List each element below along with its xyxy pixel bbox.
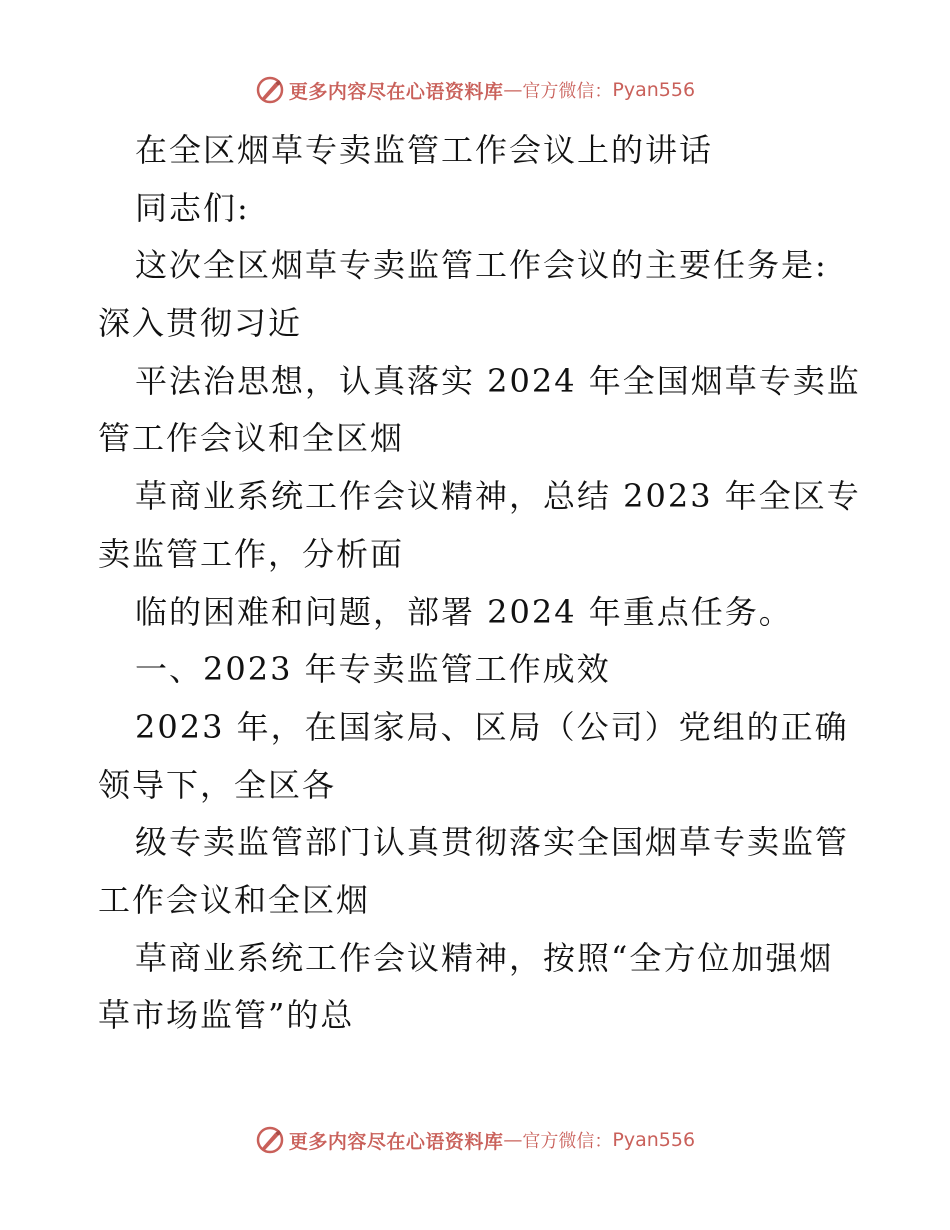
pen-logo-icon xyxy=(255,1125,285,1155)
paragraph-line: 临的困难和问题，部署 2024 年重点任务。 xyxy=(135,592,793,631)
paragraph-line: 草商业系统工作会议精神，总结 2023 年全区专 xyxy=(135,477,861,516)
watermark-dash: — xyxy=(503,1129,523,1151)
paragraph-line: 2023 年，在国家局、区局（公司）党组的正确 xyxy=(135,707,849,746)
paragraph-line: 草商业系统工作会议精神，按照“全方位加强烟 xyxy=(135,938,834,977)
paragraph-line: 平法治思想，认真落实 2024 年全国烟草专卖监 xyxy=(135,361,861,400)
paragraph-line: 领导下，全区各 xyxy=(98,765,337,804)
salutation: 同志们: xyxy=(135,188,250,227)
paragraph-line: 深入贯彻习近 xyxy=(98,304,303,343)
section-heading: 一、2023 年专卖监管工作成效 xyxy=(135,650,611,689)
paragraph-line: 工作会议和全区烟 xyxy=(98,880,371,919)
watermark-text: 更多内容尽在心语资料库 xyxy=(288,80,504,103)
paragraph-line: 卖监管工作，分析面 xyxy=(98,534,405,573)
watermark-wechat-id: Pyan556 xyxy=(612,1129,696,1151)
document-body xyxy=(98,122,861,1045)
watermark-wechat-label: 官方微信： xyxy=(522,81,613,102)
paragraph-line: 草市场监管”的总 xyxy=(98,996,355,1035)
document-title: 在全区烟草专卖监管工作会议上的讲话 xyxy=(135,131,714,169)
footer-watermark xyxy=(0,1120,950,1160)
paragraph-line: 级专卖监管部门认真贯彻落实全国烟草专卖监管 xyxy=(135,823,850,862)
watermark-wechat-id: Pyan556 xyxy=(612,79,696,101)
paragraph-line: 这次全区烟草专卖监管工作会议的主要任务是: xyxy=(135,246,828,285)
watermark-dash: — xyxy=(503,79,523,101)
paragraph-line: 管工作会议和全区烟 xyxy=(98,419,405,458)
watermark-text: 更多内容尽在心语资料库 xyxy=(288,1130,504,1153)
header-watermark xyxy=(0,70,950,110)
watermark-wechat-label: 官方微信： xyxy=(522,1131,613,1152)
pen-logo-icon xyxy=(255,75,285,105)
